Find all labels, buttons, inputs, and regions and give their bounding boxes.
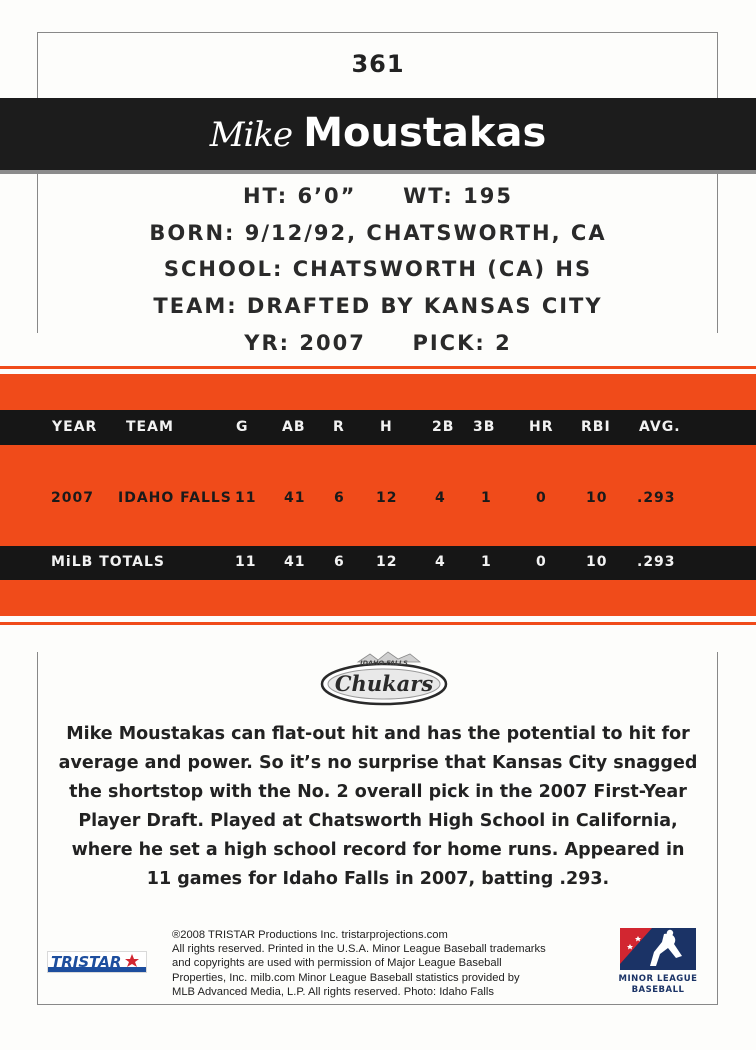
legal-line: MLB Advanced Media, L.P. All rights reserved. Photo: Idaho Falls: [172, 985, 494, 998]
header-avg: AVG.: [639, 419, 681, 435]
wt-label: WT:: [403, 184, 454, 208]
pick-value: 2: [495, 331, 512, 355]
chukars-logo-icon: [318, 648, 450, 710]
player-last-name: Moustakas: [303, 110, 547, 156]
header-rbi: RBI: [581, 419, 611, 435]
milb-line2: BASEBALL: [631, 985, 685, 995]
header-ab: AB: [282, 419, 306, 435]
player-first-name: Mike: [209, 115, 293, 155]
stats-row-2b: 4: [435, 490, 446, 506]
blurb-line: 11 games for Idaho Falls in 2007, batting .293.: [146, 869, 610, 889]
blurb-line: Mike Moustakas can flat-out hit and has the potential to hit for: [66, 724, 690, 744]
totals-avg: .293: [637, 554, 676, 570]
legal-line: Properties, Inc. milb.com Minor League Baseball statistics provided by: [172, 971, 520, 984]
legal-text: [172, 928, 602, 999]
bio-school: SCHOOL: CHATSWORTH (CA) HS: [163, 257, 593, 281]
card-number: 361: [351, 50, 405, 78]
bio-born: BORN: 9/12/92, CHATSWORTH, CA: [149, 221, 607, 245]
header-hr: HR: [529, 419, 554, 435]
totals-hr: 0: [536, 554, 547, 570]
header-g: G: [236, 419, 249, 435]
bio-team: TEAM: DRAFTED BY KANSAS CITY: [153, 294, 603, 318]
yr-label: YR:: [244, 331, 291, 355]
header-3b: 3B: [473, 419, 496, 435]
bio-draft: [0, 331, 756, 355]
stats-bottom-stripe: [0, 622, 756, 625]
header-h: H: [380, 419, 393, 435]
header-2b: 2B: [432, 419, 455, 435]
stats-top-stripe: [0, 366, 756, 369]
stats-row-g: 11: [235, 490, 257, 506]
blurb-line: where he set a high school record for home runs. Appeared in: [71, 840, 685, 860]
logo-team-name: Chukars: [334, 671, 434, 696]
totals-h: 12: [376, 554, 398, 570]
header-r: R: [333, 419, 345, 435]
totals-label: MiLB TOTALS: [51, 554, 165, 570]
totals-2b: 4: [435, 554, 446, 570]
stats-row-rbi: 10: [586, 490, 608, 506]
blurb-line: the shortstop with the No. 2 overall pick in the 2007 First-Year: [69, 782, 687, 802]
totals-3b: 1: [481, 554, 492, 570]
legal-line: All rights reserved. Printed in the U.S.A. Minor League Baseball trademarks: [172, 943, 546, 956]
stats-row-year: 2007: [51, 490, 94, 506]
header-team: TEAM: [126, 419, 174, 435]
stats-row-hr: 0: [536, 490, 547, 506]
stats-row-avg: .293: [637, 490, 676, 506]
header-year: YEAR: [52, 419, 98, 435]
stats-row-r: 6: [334, 490, 345, 506]
legal-line: and copyrights are used with permission of Major League Baseball: [172, 957, 502, 970]
stats-row-ab: 41: [284, 490, 306, 506]
tristar-text: TRISTAR: [51, 953, 122, 971]
yr-value: 2007: [299, 331, 366, 355]
totals-r: 6: [334, 554, 345, 570]
logo-top-text: IDAHO FALLS: [360, 659, 408, 667]
stats-row-h: 12: [376, 490, 398, 506]
ht-value: 6’0”: [297, 184, 357, 208]
player-blurb: [40, 720, 716, 894]
totals-rbi: 10: [586, 554, 608, 570]
blurb-line: average and power. So it’s no surprise that Kansas City snagged: [58, 753, 698, 773]
totals-ab: 41: [284, 554, 306, 570]
pick-label: PICK:: [412, 331, 486, 355]
tristar-logo-icon: [47, 951, 147, 973]
totals-g: 11: [235, 554, 257, 570]
blurb-line: Player Draft. Played at Chatsworth High School in California,: [78, 811, 678, 831]
wt-value: 195: [463, 184, 513, 208]
stats-row-3b: 1: [481, 490, 492, 506]
bio-height-weight: [0, 184, 756, 208]
legal-line: ®2008 TRISTAR Productions Inc. tristarprojections.com: [172, 929, 448, 941]
milb-line1: MINOR LEAGUE: [618, 974, 698, 984]
ht-label: HT:: [242, 184, 289, 208]
player-name: [0, 110, 756, 156]
stats-row-team: IDAHO FALLS: [118, 490, 232, 506]
